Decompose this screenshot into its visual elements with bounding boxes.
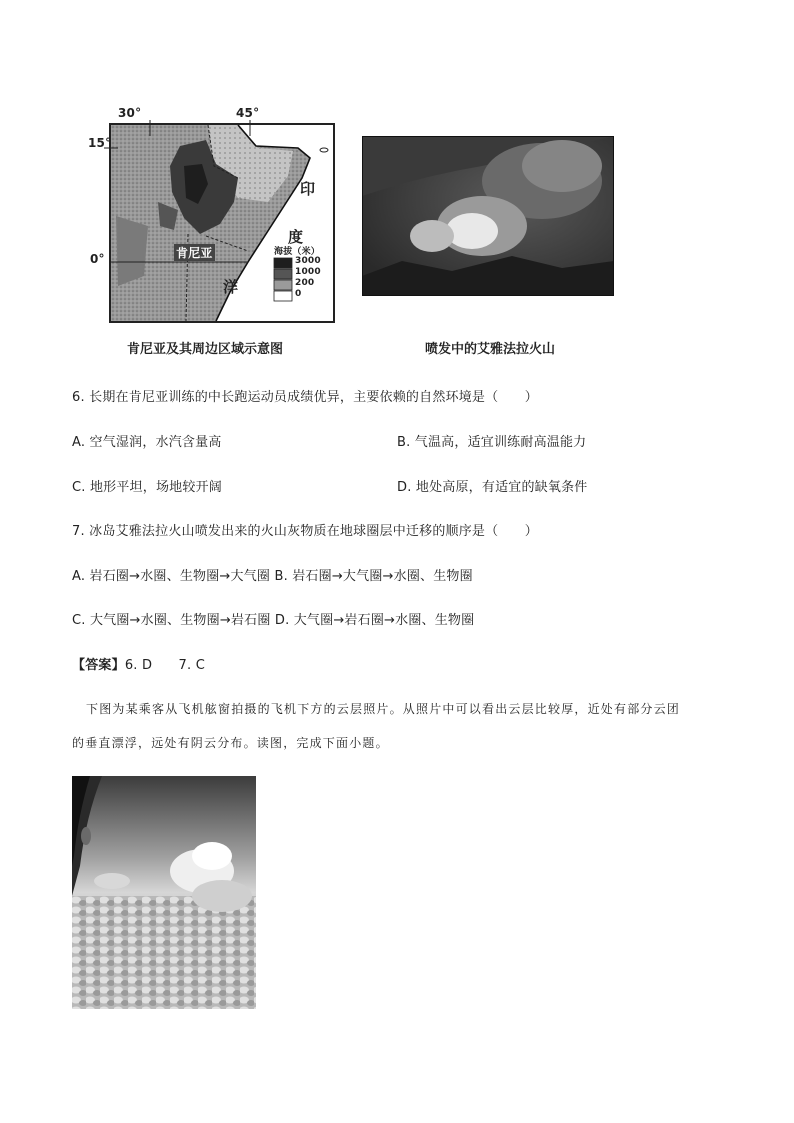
intro-line-2: 的垂直漂浮，远处有阴云分布。读图，完成下面小题。 — [72, 736, 389, 750]
question-7-options-line-2: C. 大气圈→水圈、生物圈→岩石圈 D. 大气圈→岩石圈→水圈、生物圈 — [72, 613, 475, 628]
map-ocean-label-2: 度 — [288, 228, 304, 246]
volcano-photo — [362, 136, 614, 296]
question-6-stem: 6. 长期在肯尼亚训练的中长跑运动员成绩优异，主要依赖的自然环境是（ ） — [72, 390, 538, 405]
answer-label: 【答案】 — [72, 658, 125, 673]
map-legend-value-0: 0 — [295, 289, 302, 299]
map-lat-label-0: 0° — [90, 252, 105, 266]
question-7-stem: 7. 冰岛艾雅法拉火山喷发出来的火山灰物质在地球圈层中迁移的顺序是（ ） — [72, 524, 538, 539]
question-6-option-d: D. 地处高原，有适宜的缺氧条件 — [397, 480, 588, 495]
map-legend-title: 海拔（米） — [274, 247, 321, 257]
cloud-layer-image — [72, 776, 256, 1009]
map-ocean-label-1: 印 — [300, 180, 316, 198]
intro-line-1: 下图为某乘客从飞机舷窗拍摄的飞机下方的云层照片。从照片中可以看出云层比较厚，近处有部分云团 — [86, 702, 681, 716]
question-6-option-c: C. 地形平坦，场地较开阔 — [72, 480, 222, 495]
question-6-option-a: A. 空气湿润，水汽含量高 — [72, 435, 222, 450]
map-lon-label-45: 45° — [236, 106, 260, 120]
volcano-eruption-image — [362, 136, 614, 296]
question-6-option-b: B. 气温高，适宜训练耐高温能力 — [397, 435, 587, 450]
answer-line — [72, 654, 205, 673]
map-legend-value-1000: 1000 — [295, 267, 321, 277]
map-country-label: 肯尼亚 — [176, 246, 213, 260]
volcano-caption: 喷发中的艾雅法拉火山 — [425, 342, 556, 357]
map-lat-label-15: 15° — [88, 136, 112, 150]
question-7-options-line-1: A. 岩石圈→水圈、生物圈→大气圈 B. 岩石圈→大气圈→水圈、生物圈 — [72, 569, 473, 584]
map-caption: 肯尼亚及其周边区域示意图 — [127, 342, 284, 357]
kenya-map-figure — [88, 106, 338, 324]
map-legend-value-3000: 3000 — [295, 256, 321, 266]
map-legend-value-200: 200 — [295, 278, 315, 288]
cloud-photo — [72, 776, 256, 1009]
map-lon-label-30: 30° — [118, 106, 142, 120]
map-ocean-label-3: 洋 — [223, 278, 239, 296]
answer-text: 6. D 7. C — [124, 658, 205, 673]
